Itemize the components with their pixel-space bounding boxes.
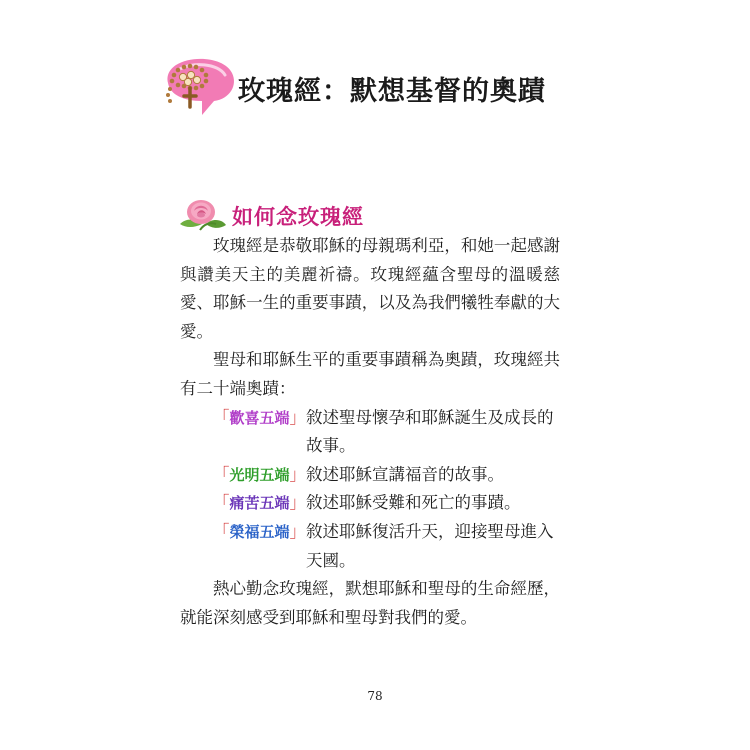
body-text <box>180 232 560 632</box>
open-bracket: 「 <box>213 464 230 484</box>
mystery-label <box>213 404 306 461</box>
rose-icon <box>176 194 228 236</box>
close-bracket: 」 <box>289 521 307 541</box>
mystery-name: 歡喜五端 <box>229 408 290 427</box>
mystery-joyful <box>180 404 560 461</box>
close-bracket: 」 <box>289 407 307 427</box>
section-title: 如何念玫瑰經 <box>232 205 364 229</box>
mystery-label <box>213 518 306 575</box>
mystery-label <box>213 489 306 518</box>
mystery-sorrowful <box>180 489 560 518</box>
mystery-description: 敘述聖母懷孕和耶穌誕生及成長的故事。 <box>306 407 554 456</box>
mystery-name: 榮福五端 <box>229 522 290 541</box>
open-bracket: 「 <box>213 407 230 427</box>
close-bracket: 」 <box>289 464 307 484</box>
mystery-name: 光明五端 <box>229 465 290 484</box>
mystery-name: 痛苦五端 <box>229 494 290 513</box>
mystery-description: 敘述耶穌宣講福音的故事。 <box>306 464 505 484</box>
open-bracket: 「 <box>213 493 230 513</box>
closing-paragraph: 熱心勤念玫瑰經，默想耶穌和聖母的生命經歷，就能深刻感受到耶穌和聖母對我們的愛。 <box>180 579 560 627</box>
rosary-bubble-icon <box>162 55 240 119</box>
close-bracket: 」 <box>289 493 307 513</box>
mystery-glorious <box>180 518 560 575</box>
mysteries-intro-paragraph: 聖母和耶穌生平的重要事蹟稱為奧蹟，玫瑰經共有二十端奧蹟： <box>180 350 560 398</box>
mystery-list <box>180 404 560 576</box>
intro-paragraph: 玫瑰經是恭敬耶穌的母親瑪利亞，和她一起感謝與讚美天主的美麗祈禱。玫瑰經蘊含聖母的溫暖慈愛、耶穌一生的重要事蹟，以及為我們犧牲奉獻的大愛。 <box>180 236 560 341</box>
open-bracket: 「 <box>213 521 230 541</box>
page-header <box>162 55 582 119</box>
page-number: 78 <box>367 689 383 703</box>
mystery-luminous <box>180 461 560 490</box>
mystery-label <box>213 461 306 490</box>
mystery-description: 敘述耶穌復活升天，迎接聖母進入天國。 <box>306 521 554 570</box>
page-title: 玫瑰經：默想基督的奧蹟 <box>238 76 546 107</box>
mystery-description: 敘述耶穌受難和死亡的事蹟。 <box>306 493 521 513</box>
